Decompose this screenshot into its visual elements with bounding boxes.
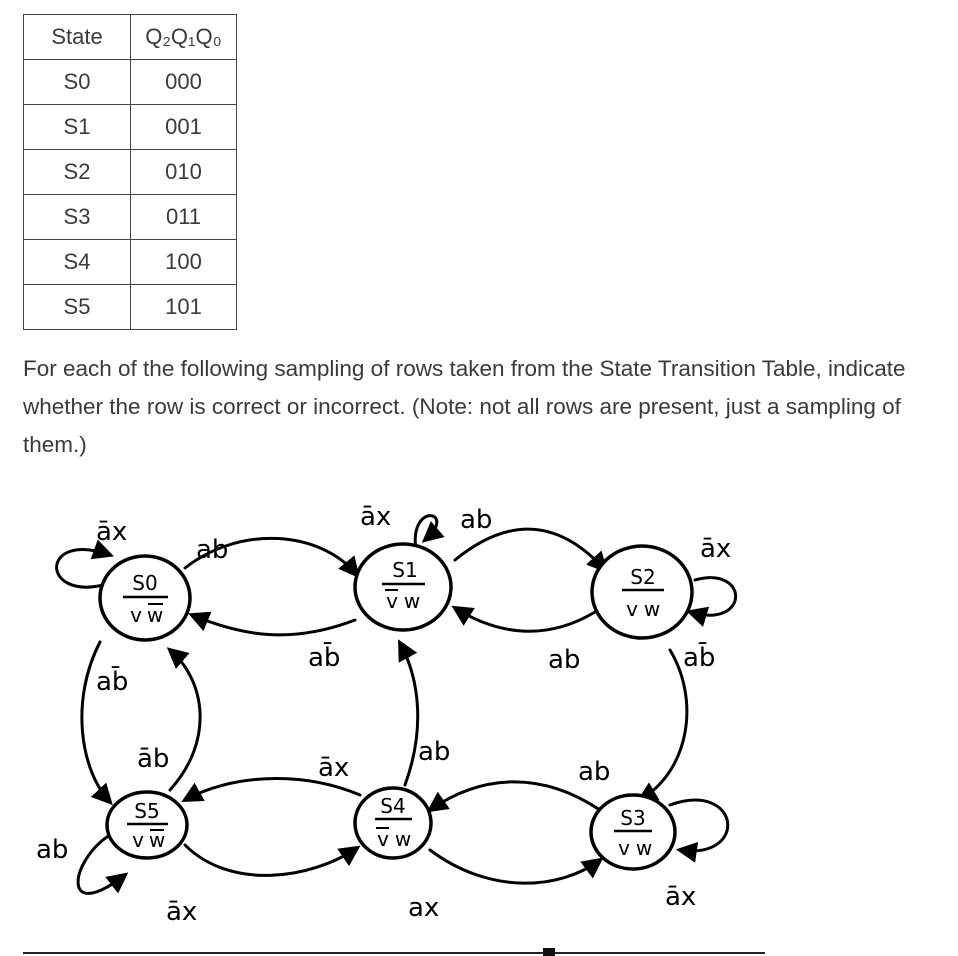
edge-s3-self bbox=[670, 800, 728, 851]
edge-s2-s1 bbox=[455, 608, 595, 631]
state-cell: S2 bbox=[24, 150, 131, 195]
output-w-s2: w bbox=[643, 597, 661, 621]
table-header-row bbox=[24, 15, 237, 60]
header-state: State bbox=[24, 15, 131, 60]
edge-label: ab bbox=[578, 757, 611, 787]
edge-label: ab̄ bbox=[683, 643, 716, 673]
header-encoding: Q₂Q₁Q₀ bbox=[131, 15, 237, 60]
edge-label: āx bbox=[665, 882, 697, 912]
output-w-s3: w bbox=[635, 836, 653, 860]
edge-label: āx bbox=[96, 517, 128, 547]
divider-line bbox=[23, 952, 765, 954]
edge-label: āx bbox=[700, 534, 732, 564]
table-row bbox=[24, 240, 237, 285]
edge-label: ab bbox=[548, 645, 581, 675]
edge-s2-self bbox=[690, 578, 736, 615]
edge-label: āx bbox=[166, 897, 198, 927]
edge-label: āx bbox=[318, 753, 350, 783]
state-cell: S5 bbox=[24, 285, 131, 330]
state-cell: S0 bbox=[24, 60, 131, 105]
output-v-s0: v bbox=[130, 603, 142, 627]
edge-s4-s3 bbox=[430, 850, 600, 883]
edge-label: āb bbox=[137, 744, 170, 774]
state-encoding-table bbox=[23, 14, 237, 330]
output-v-s5: v bbox=[132, 828, 144, 852]
output-w-s4: w bbox=[394, 827, 412, 851]
edge-label: ab̄ bbox=[96, 667, 129, 697]
output-w-s0: w bbox=[146, 603, 164, 627]
state-cell: S3 bbox=[24, 195, 131, 240]
table-row bbox=[24, 195, 237, 240]
state-cell: S1 bbox=[24, 105, 131, 150]
code-cell: 001 bbox=[131, 105, 237, 150]
edge-s1-s2 bbox=[455, 529, 605, 570]
output-w-s1: w bbox=[403, 589, 421, 613]
edge-s4-s1 bbox=[400, 643, 418, 785]
edge-label: ab bbox=[460, 505, 493, 535]
state-node-s1 bbox=[355, 544, 451, 630]
code-cell: 000 bbox=[131, 60, 237, 105]
state-name-s5: S5 bbox=[134, 799, 160, 823]
state-node-s2 bbox=[592, 546, 692, 638]
edge-s2-s3 bbox=[640, 650, 687, 800]
state-name-s0: S0 bbox=[132, 571, 158, 595]
edge-s5-s4 bbox=[185, 845, 357, 875]
code-cell: 010 bbox=[131, 150, 237, 195]
state-name-s4: S4 bbox=[380, 794, 406, 818]
output-v-s2: v bbox=[626, 597, 638, 621]
state-diagram bbox=[0, 480, 958, 950]
edge-s1-s0 bbox=[192, 615, 355, 635]
table-row bbox=[24, 105, 237, 150]
table-row bbox=[24, 60, 237, 105]
table-row bbox=[24, 150, 237, 195]
edge-s3-s4 bbox=[430, 782, 600, 810]
state-name-s2: S2 bbox=[630, 565, 656, 589]
edge-s5-s0 bbox=[170, 650, 200, 790]
edge-label: ab bbox=[36, 835, 69, 865]
edge-s0-s5 bbox=[82, 642, 110, 802]
state-name-s1: S1 bbox=[392, 558, 418, 582]
output-w-s5: w bbox=[148, 828, 166, 852]
instructions-text: For each of the following sampling of rows taken from the State Transition Table, indicate whether the row is correct or incorrect. (Note: not all rows are present, just a sampling of them.) bbox=[23, 356, 906, 457]
edge-label: ax bbox=[408, 893, 440, 923]
output-v-s3: v bbox=[618, 836, 630, 860]
code-cell: 011 bbox=[131, 195, 237, 240]
edge-label: ab̄ bbox=[308, 643, 341, 673]
state-cell: S4 bbox=[24, 240, 131, 285]
output-v-s4: v bbox=[377, 827, 389, 851]
divider-marker bbox=[543, 948, 555, 956]
table-row bbox=[24, 285, 237, 330]
code-cell: 101 bbox=[131, 285, 237, 330]
state-name-s3: S3 bbox=[620, 806, 646, 830]
code-cell: 100 bbox=[131, 240, 237, 285]
output-v-s1: v bbox=[386, 589, 398, 613]
edge-label: āx bbox=[360, 502, 392, 532]
edge-label: ab bbox=[196, 535, 229, 565]
edge-label: ab bbox=[418, 737, 451, 767]
